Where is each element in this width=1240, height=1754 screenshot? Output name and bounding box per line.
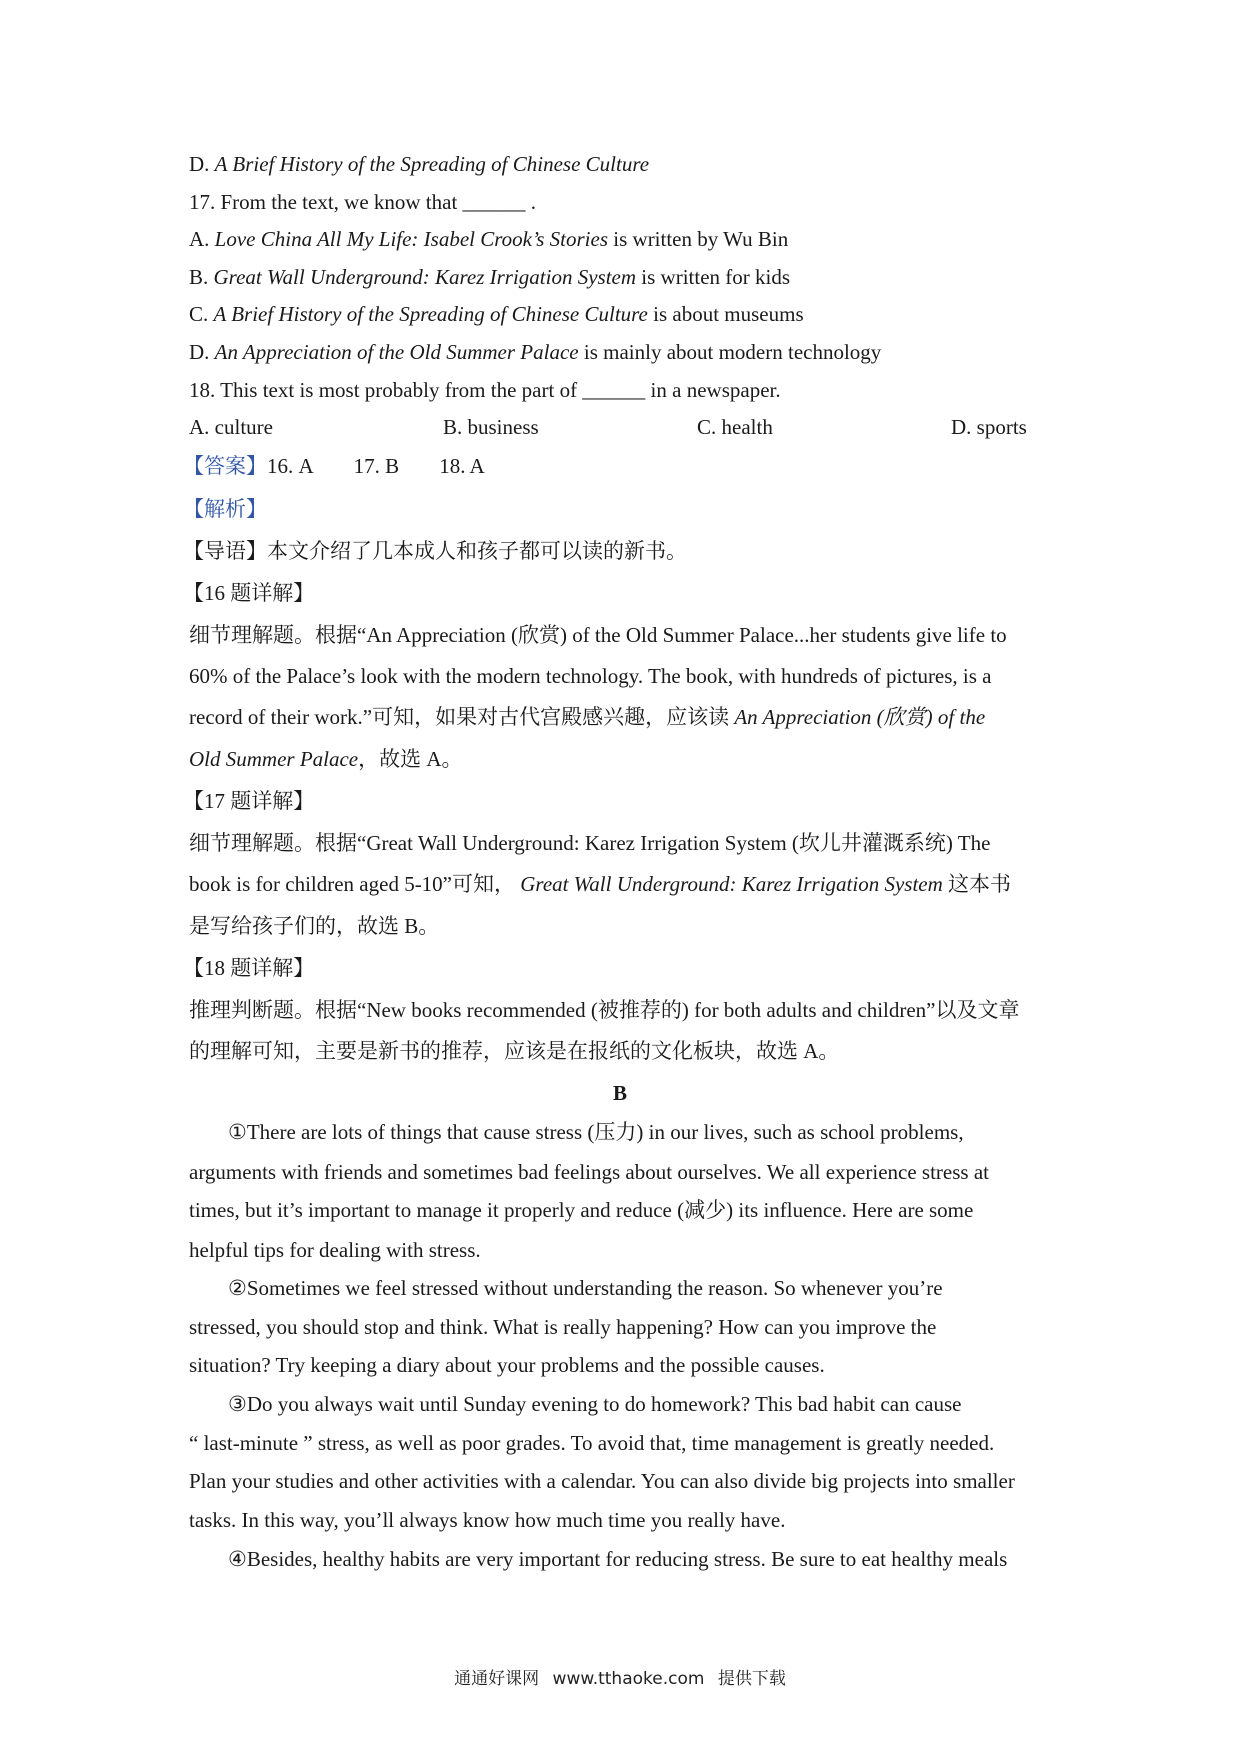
- book-title: Great Wall Underground: Karez Irrigation System: [213, 265, 637, 289]
- passage-line: “ last-minute ” stress, as well as poor grades. To avoid that, time management is greatly needed.: [189, 1431, 995, 1455]
- option-text: is written by Wu Bin: [608, 227, 789, 251]
- intro-text: 本文介绍了几本成人和孩子都可以读的新书。: [267, 539, 687, 563]
- explanation-16-heading: 【16 题详解】: [183, 581, 315, 605]
- book-title: Great Wall Underground: Karez Irrigation System: [520, 872, 943, 896]
- q18-stem: 18. This text is most probably from the part of ______ in a newspaper.: [189, 378, 781, 402]
- passage-line: ②Sometimes we feel stressed without understanding the reason. So whenever you’re: [228, 1276, 943, 1300]
- answer-label: 【答案】: [183, 454, 267, 478]
- option-text: is about museums: [647, 302, 804, 326]
- footer-suffix: 提供下载: [717, 1669, 786, 1689]
- book-title: An Appreciation of the Old Summer Palace: [214, 340, 579, 364]
- q17-option-a: [189, 225, 788, 253]
- option-prefix: D.: [189, 152, 215, 176]
- intro-line: [183, 537, 687, 565]
- footer-site-name: 通通好课网: [454, 1669, 540, 1689]
- explanation-16-line: 60% of the Palace’s look with the modern technology. The book, with hundreds of pictures, is a: [189, 664, 992, 688]
- book-title: Old Summer Palace: [189, 747, 359, 771]
- passage-line: stressed, you should stop and think. What is really happening? How can you improve the: [189, 1315, 937, 1339]
- book-title: A Brief History of the Spreading of Chinese Culture: [214, 152, 650, 176]
- passage-line: helpful tips for dealing with stress.: [189, 1238, 481, 1262]
- q18-option-c: C. health: [697, 415, 773, 439]
- analysis-label: 【解析】: [183, 497, 267, 521]
- option-text: is written for kids: [636, 265, 791, 289]
- explanation-text: ，故选 A。: [358, 747, 463, 771]
- answer-value: 17. B: [353, 454, 400, 478]
- q17-option-b: [189, 263, 790, 291]
- passage-line: ①There are lots of things that cause stress (压力) in our lives, such as school problems,: [228, 1120, 964, 1144]
- passage-line: times, but it’s important to manage it properly and reduce (减少) its influence. Here are some: [189, 1198, 974, 1222]
- option-prefix: D.: [189, 340, 215, 364]
- explanation-17-line: 细节理解题。根据“Great Wall Underground: Karez Irrigation System (坎儿井灌溉系统) The: [189, 831, 991, 855]
- intro-label: 【导语】: [183, 539, 267, 563]
- explanation-16-line: [189, 703, 985, 731]
- option-prefix: C.: [189, 302, 214, 326]
- answer-value: 16. A: [267, 454, 314, 478]
- explanation-text: book is for children aged 5-10”可知，: [189, 872, 521, 896]
- answer-value: 18. A: [439, 454, 485, 478]
- q17-stem: 17. From the text, we know that ______ .: [189, 190, 537, 214]
- q17-option-c: [189, 300, 804, 328]
- explanation-18-line: 的理解可知，主要是新书的推荐，应该是在报纸的文化板块，故选 A。: [189, 1039, 840, 1063]
- passage-line: ④Besides, healthy habits are very important for reducing stress. Be sure to eat healthy meals: [228, 1547, 1008, 1571]
- q18-option-a: A. culture: [189, 415, 273, 439]
- book-title: Love China All My Life: Isabel Crook’s Stories: [214, 227, 609, 251]
- passage-line: ③Do you always wait until Sunday evening to do homework? This bad habit can cause: [228, 1392, 962, 1416]
- q18-option-b: B. business: [443, 415, 539, 439]
- passage-heading: B: [612, 1081, 627, 1105]
- q17-option-d: [189, 338, 881, 366]
- explanation-18-line: 推理判断题。根据“New books recommended (被推荐的) for both adults and children”以及文章: [189, 998, 1020, 1022]
- option-prefix: B.: [189, 265, 214, 289]
- explanation-17-line: 是写给孩子们的，故选 B。: [189, 914, 440, 938]
- page-footer: [0, 1664, 1240, 1689]
- book-title: A Brief History of the Spreading of Chinese Culture: [213, 302, 648, 326]
- answer-line: [183, 452, 485, 480]
- option-text: is mainly about modern technology: [578, 340, 882, 364]
- explanation-18-heading: 【18 题详解】: [183, 956, 315, 980]
- q16-option-d: [189, 150, 649, 178]
- explanation-17-line: [189, 870, 1011, 898]
- explanation-16-line: [189, 745, 463, 773]
- passage-line: Plan your studies and other activities with a calendar. You can also divide big projects into smaller: [189, 1469, 1015, 1493]
- explanation-text: 这本书: [942, 872, 1012, 896]
- passage-line: arguments with friends and sometimes bad feelings about ourselves. We all experience stress at: [189, 1160, 989, 1184]
- explanation-17-heading: 【17 题详解】: [183, 789, 315, 813]
- option-prefix: A.: [189, 227, 215, 251]
- explanation-16-line: 细节理解题。根据“An Appreciation (欣赏) of the Old Summer Palace...her students give life to: [189, 623, 1007, 647]
- footer-url[interactable]: www.tthaoke.com: [552, 1669, 705, 1689]
- passage-line: situation? Try keeping a diary about your problems and the possible causes.: [189, 1353, 825, 1377]
- q18-option-d: D. sports: [951, 415, 1027, 439]
- book-title: An Appreciation (欣赏) of the: [734, 705, 986, 729]
- explanation-text: record of their work.”可知，如果对古代宫殿感兴趣，应该读: [189, 705, 735, 729]
- passage-line: tasks. In this way, you’ll always know how much time you really have.: [189, 1508, 786, 1532]
